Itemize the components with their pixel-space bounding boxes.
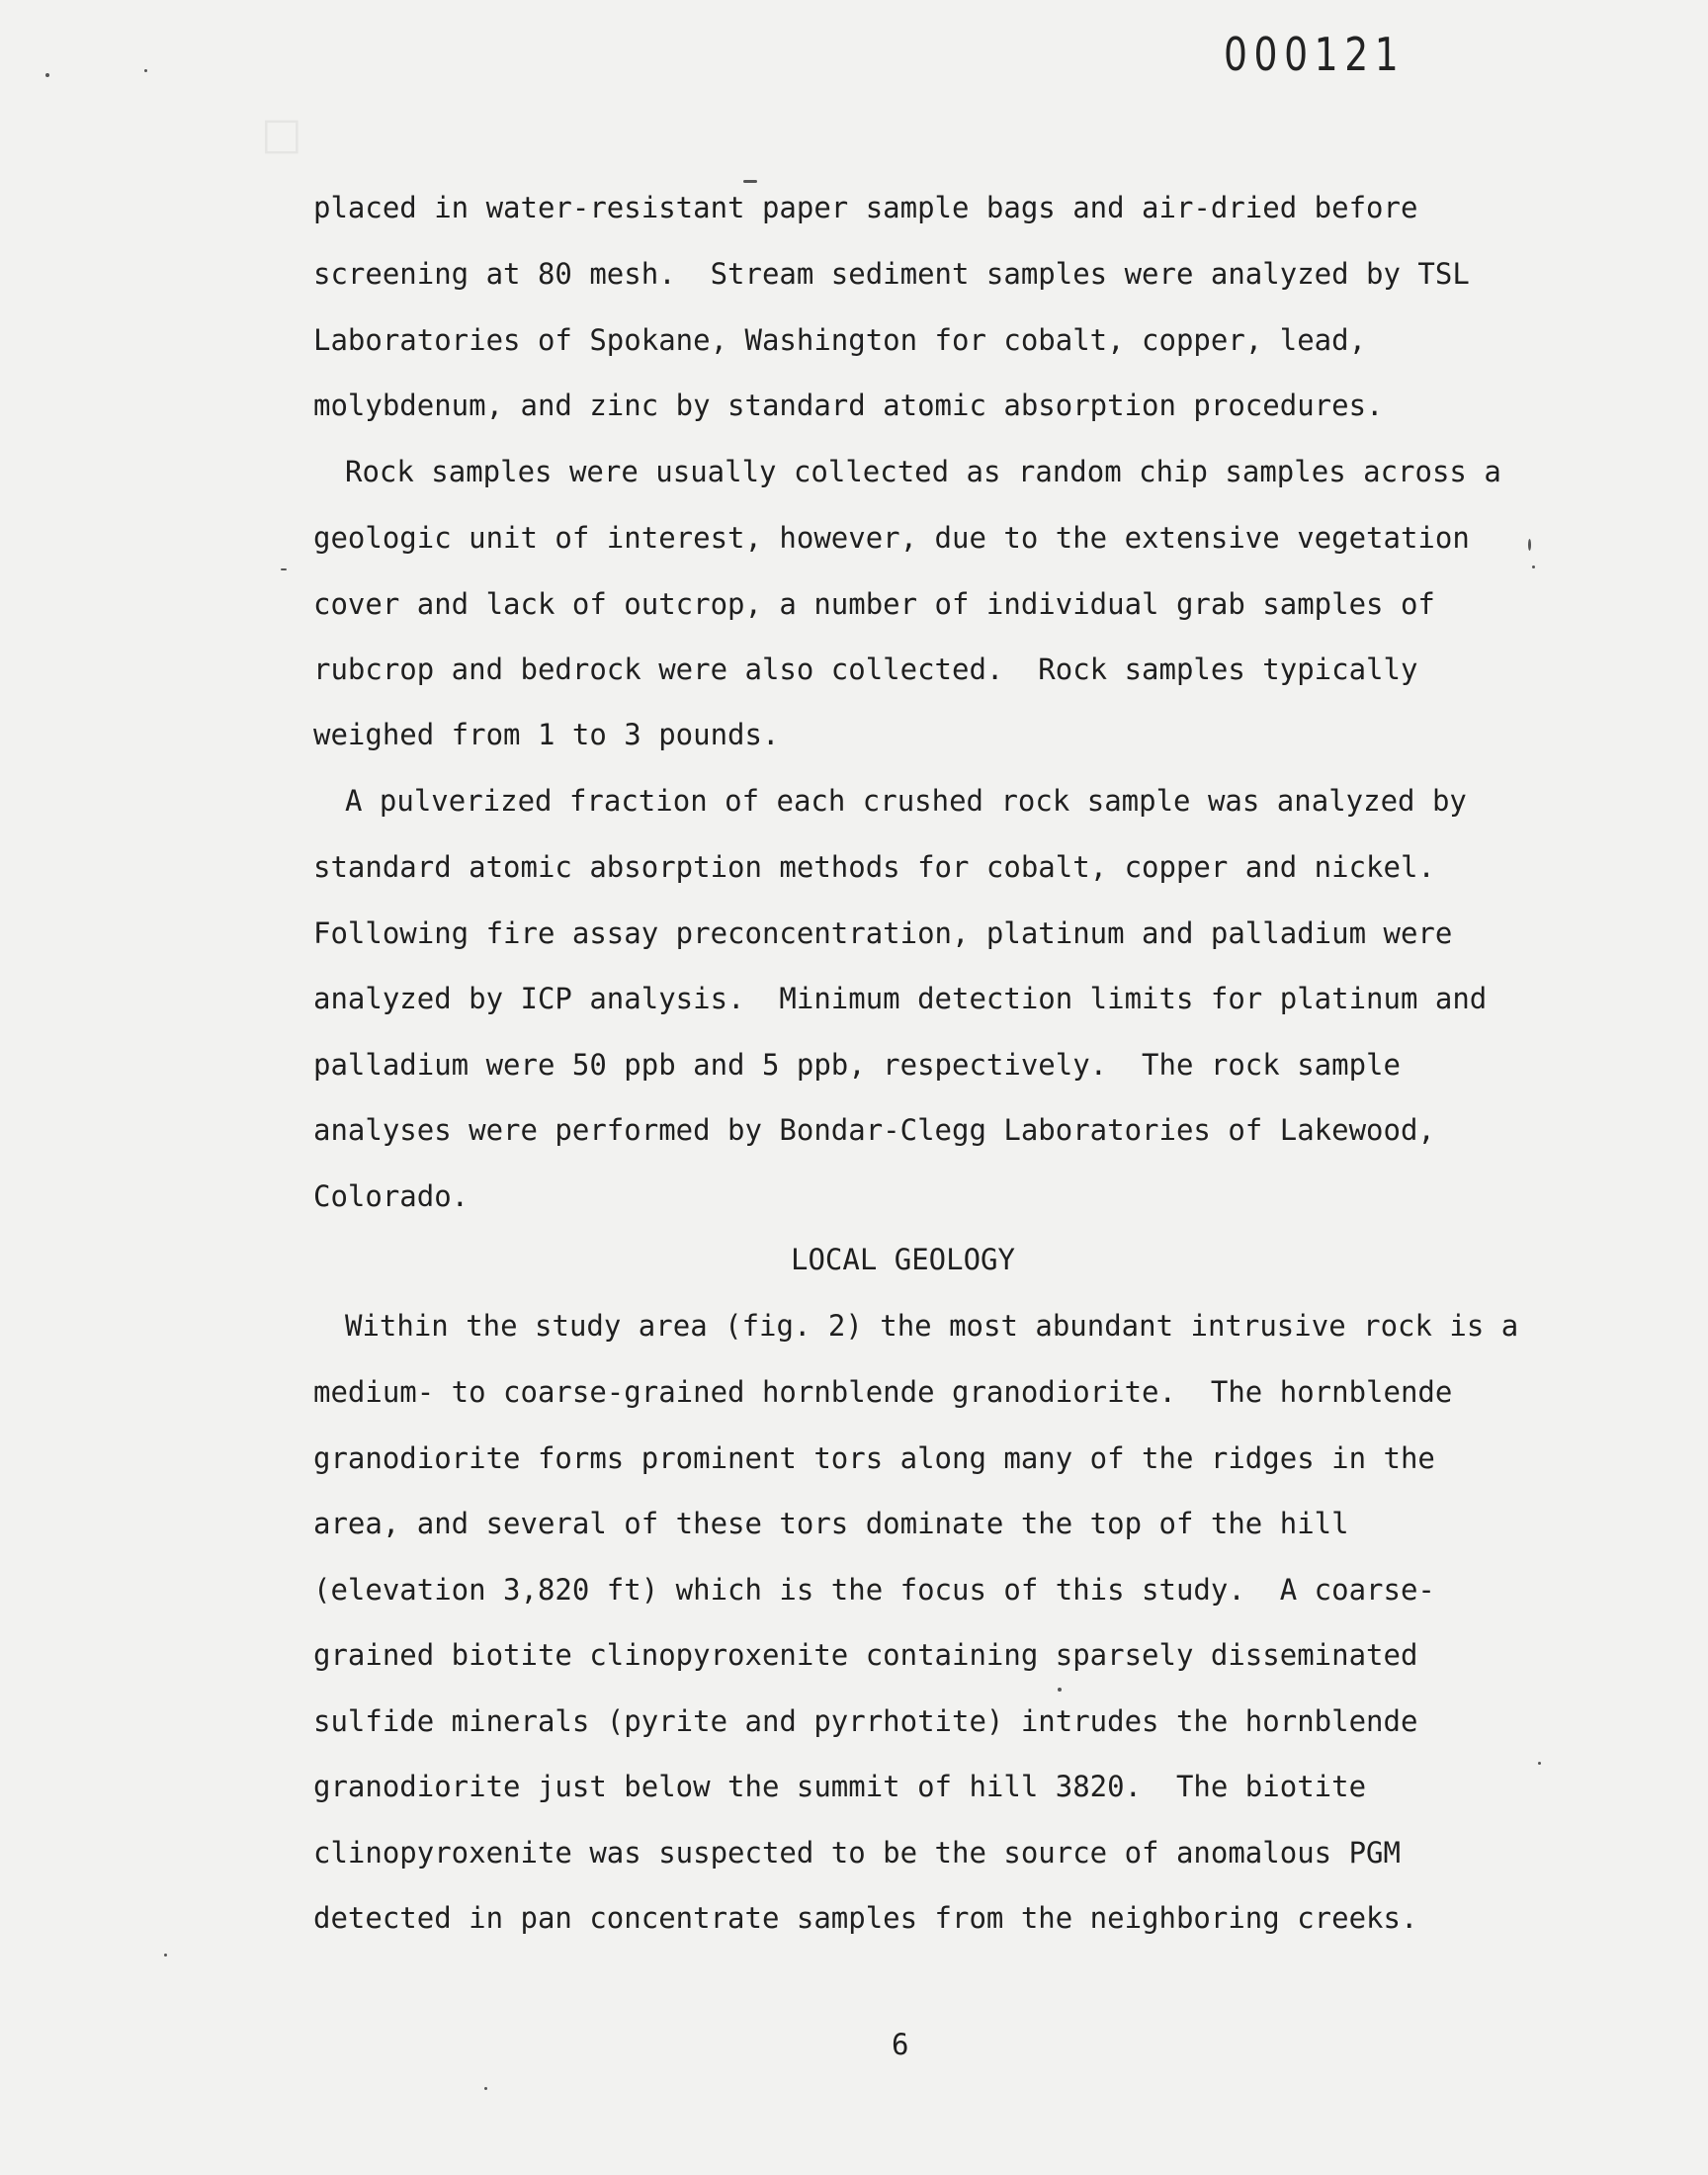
body-text-line: Within the study area (fig. 2) the most abundant intrusive rock is a <box>345 1309 1519 1343</box>
body-text-line: granodiorite forms prominent tors along many of the ridges in the <box>313 1441 1435 1475</box>
body-text-line: Colorado. <box>313 1179 470 1213</box>
scan-speck <box>144 69 147 72</box>
body-text-line: palladium were 50 ppb and 5 ppb, respectively. The rock sample <box>313 1048 1401 1082</box>
body-text-line: clinopyroxenite was suspected to be the source of anomalous PGM <box>313 1836 1401 1870</box>
body-text-line: screening at 80 mesh. Stream sediment samples were analyzed by TSL <box>313 257 1470 291</box>
body-text-line: Following fire assay preconcentration, platinum and palladium were <box>313 916 1453 950</box>
page-number: 6 <box>892 2028 909 2061</box>
scan-speck <box>743 180 757 183</box>
body-text-line: medium- to coarse-grained hornblende granodiorite. The hornblende <box>313 1375 1453 1409</box>
body-text-line: analyses were performed by Bondar-Clegg Laboratories of Lakewood, <box>313 1113 1435 1147</box>
body-text-line: weighed from 1 to 3 pounds. <box>313 718 780 751</box>
body-text-line: area, and several of these tors dominate the top of the hill <box>313 1507 1349 1540</box>
scan-speck <box>1058 1688 1062 1692</box>
body-text-line: molybdenum, and zinc by standard atomic absorption procedures. <box>313 389 1384 422</box>
body-text-line: Laboratories of Spokane, Washington for cobalt, copper, lead, <box>313 323 1367 357</box>
body-text-line: grained biotite clinopyroxenite containing sparsely disseminated <box>313 1638 1418 1672</box>
body-text-line: geologic unit of interest, however, due to the extensive vegetation <box>313 521 1470 555</box>
scan-speck <box>45 73 49 77</box>
body-text-line: rubcrop and bedrock were also collected. Rock samples typically <box>313 652 1418 686</box>
scan-speck <box>1538 1762 1541 1765</box>
body-text-line: detected in pan concentrate samples from the neighboring creeks. <box>313 1901 1418 1935</box>
scan-speck <box>1528 539 1531 551</box>
scan-speck <box>1532 566 1535 568</box>
body-text-line: standard atomic absorption methods for cobalt, copper and nickel. <box>313 850 1435 884</box>
body-text-line: sulfide minerals (pyrite and pyrrhotite) intrudes the hornblende <box>313 1704 1418 1738</box>
bleed-through-mark: □ <box>255 109 302 159</box>
body-text-line: placed in water-resistant paper sample bags and air-dried before <box>313 191 1418 224</box>
document-number: 000121 <box>1224 28 1406 81</box>
scan-speck <box>164 1954 167 1957</box>
body-text-line: granodiorite just below the summit of hill 3820. The biotite <box>313 1770 1367 1803</box>
scan-speck <box>281 568 287 570</box>
body-text-line: analyzed by ICP analysis. Minimum detection limits for platinum and <box>313 982 1488 1015</box>
body-text-line: (elevation 3,820 ft) which is the focus of this study. A coarse- <box>313 1573 1435 1607</box>
scan-speck <box>484 2087 487 2090</box>
section-heading: LOCAL GEOLOGY <box>791 1243 1015 1276</box>
body-text-line: cover and lack of outcrop, a number of individual grab samples of <box>313 587 1435 621</box>
body-text-line: A pulverized fraction of each crushed rock sample was analyzed by <box>345 784 1467 818</box>
body-text-line: Rock samples were usually collected as random chip samples across a <box>345 455 1501 488</box>
